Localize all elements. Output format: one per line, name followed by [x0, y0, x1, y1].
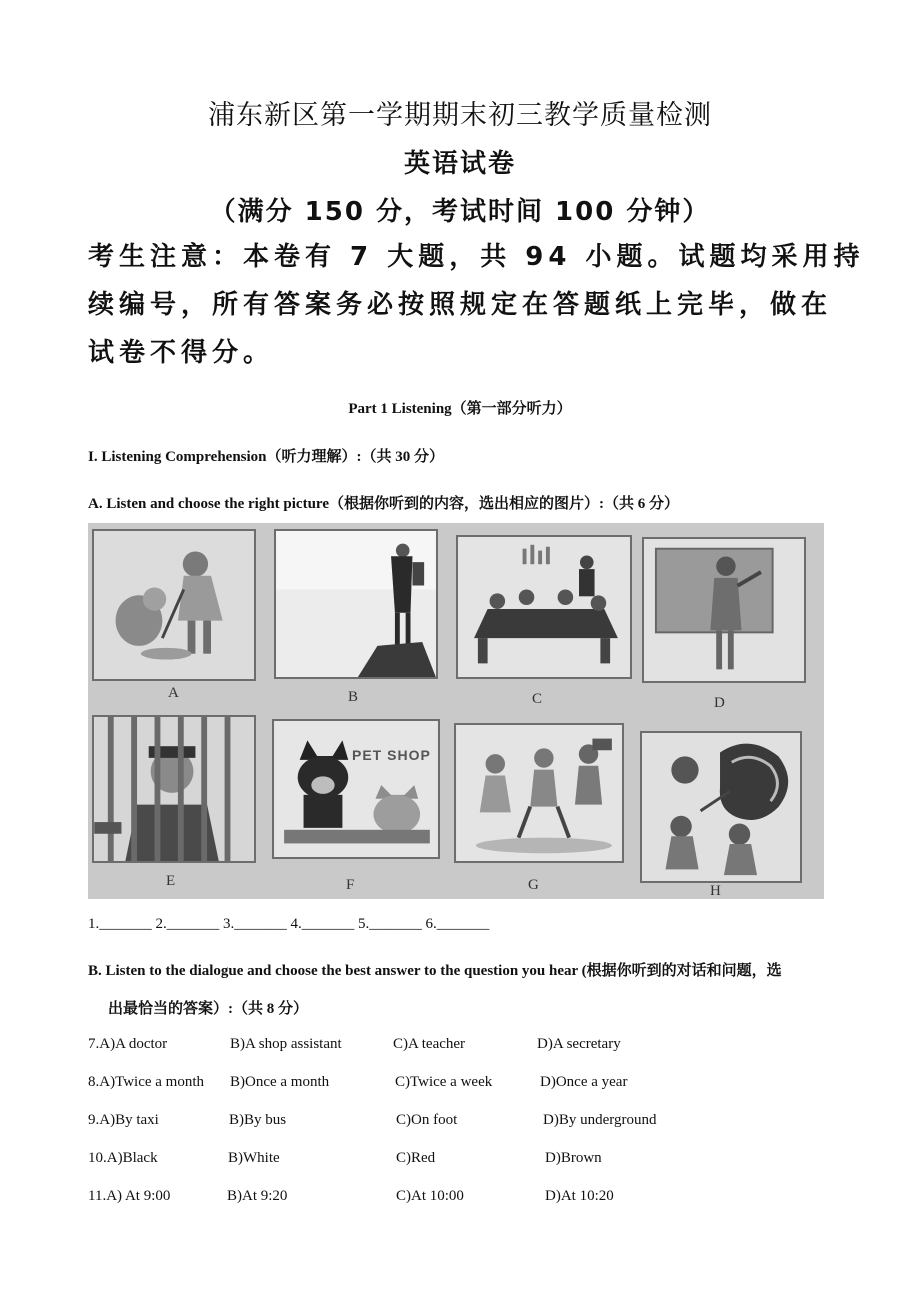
section-i-heading: I. Listening Comprehension（听力理解）:（共 30 分）	[88, 449, 445, 465]
picture-label-h: H	[710, 883, 721, 899]
notice-line-2: 续编号，所有答案务必按照规定在答题纸上完毕，做在	[88, 290, 833, 320]
dog-and-cat-icon	[274, 721, 438, 857]
picture-label-a: A	[168, 685, 179, 701]
exam-score-info: （满分 150 分，考试时间 100 分钟）	[209, 197, 711, 227]
listening-pictures	[88, 523, 824, 899]
picture-a-girl-with-backpack	[92, 529, 256, 681]
meeting-table-icon	[458, 537, 630, 677]
question-7-option-d: D)A secretary	[537, 1036, 621, 1052]
part-heading: Part 1 Listening（第一部分听力）	[348, 401, 572, 417]
question-7-option-a: 7.A)A doctor	[88, 1036, 168, 1052]
question-9-option-a: 9.A)By taxi	[88, 1112, 159, 1128]
hiker-icon	[276, 531, 436, 677]
picture-g-kids-dancing	[454, 723, 624, 863]
picture-d-teacher-at-board	[642, 537, 806, 683]
section-a-heading: A. Listen and choose the right picture（根据你听到的内容，选出相应的图片）:（共 6 分）	[88, 496, 679, 512]
dragon-dance-icon	[642, 733, 800, 881]
pet-shop-sign: PET SHOP	[352, 747, 431, 763]
question-11-option-d: D)At 10:20	[545, 1188, 614, 1204]
exam-title: 浦东新区第一学期期末初三教学质量检测	[208, 100, 712, 131]
picture-label-b: B	[348, 689, 359, 705]
dancing-kids-icon	[456, 725, 622, 861]
girl-backpack-icon	[94, 531, 254, 679]
teacher-icon	[644, 539, 804, 681]
question-9-option-d: D)By underground	[543, 1112, 657, 1128]
answer-blanks: 1._______ 2._______ 3._______ 4._______ 5._______ 6._______	[88, 916, 490, 932]
question-10-option-d: D)Brown	[545, 1150, 602, 1166]
question-7-option-c: C)A teacher	[393, 1036, 466, 1052]
picture-label-d: D	[714, 695, 725, 711]
picture-b-hiker-on-peak	[274, 529, 438, 679]
question-10-option-a: 10.A)Black	[88, 1150, 158, 1166]
picture-f-pet-shop	[272, 719, 440, 859]
exam-subject: 英语试卷	[403, 149, 516, 179]
picture-label-f: F	[346, 877, 355, 893]
question-10-option-b: B)White	[228, 1150, 280, 1166]
notice-line-3: 试卷不得分。	[88, 338, 275, 368]
question-8-option-b: B)Once a month	[230, 1074, 330, 1090]
question-9-option-c: C)On foot	[396, 1112, 458, 1128]
question-7-option-b: B)A shop assistant	[230, 1036, 342, 1052]
section-b-heading-line-1: B. Listen to the dialogue and choose the best answer to the question you hear (根据你听到的对话和问题，选	[88, 963, 782, 979]
question-8-option-a: 8.A)Twice a month	[88, 1074, 205, 1090]
prison-bars-icon	[94, 717, 254, 861]
question-8	[0, 1074, 920, 1094]
picture-label-e: E	[166, 873, 176, 889]
question-9-option-b: B)By bus	[229, 1112, 287, 1128]
question-8-option-d: D)Once a year	[540, 1074, 628, 1090]
picture-e-man-behind-bars	[92, 715, 256, 863]
notice-line-1: 考生注意：本卷有 7 大题，共 94 小题。试题均采用持	[88, 242, 865, 272]
question-10	[0, 1150, 920, 1170]
question-8-option-c: C)Twice a week	[395, 1074, 493, 1090]
picture-h-dragon-dance	[640, 731, 802, 883]
question-11-option-c: C)At 10:00	[396, 1188, 464, 1204]
question-10-option-c: C)Red	[396, 1150, 436, 1166]
section-b-heading-line-2: 出最恰当的答案）:（共 8 分）	[108, 1001, 308, 1017]
picture-c-meeting	[456, 535, 632, 679]
question-11-option-a: 11.A) At 9:00	[88, 1188, 171, 1204]
picture-label-g: G	[528, 877, 539, 893]
question-11	[0, 1188, 920, 1208]
question-11-option-b: B)At 9:20	[227, 1188, 288, 1204]
question-9	[0, 1112, 920, 1132]
picture-label-c: C	[532, 691, 543, 707]
question-7	[0, 1036, 920, 1056]
